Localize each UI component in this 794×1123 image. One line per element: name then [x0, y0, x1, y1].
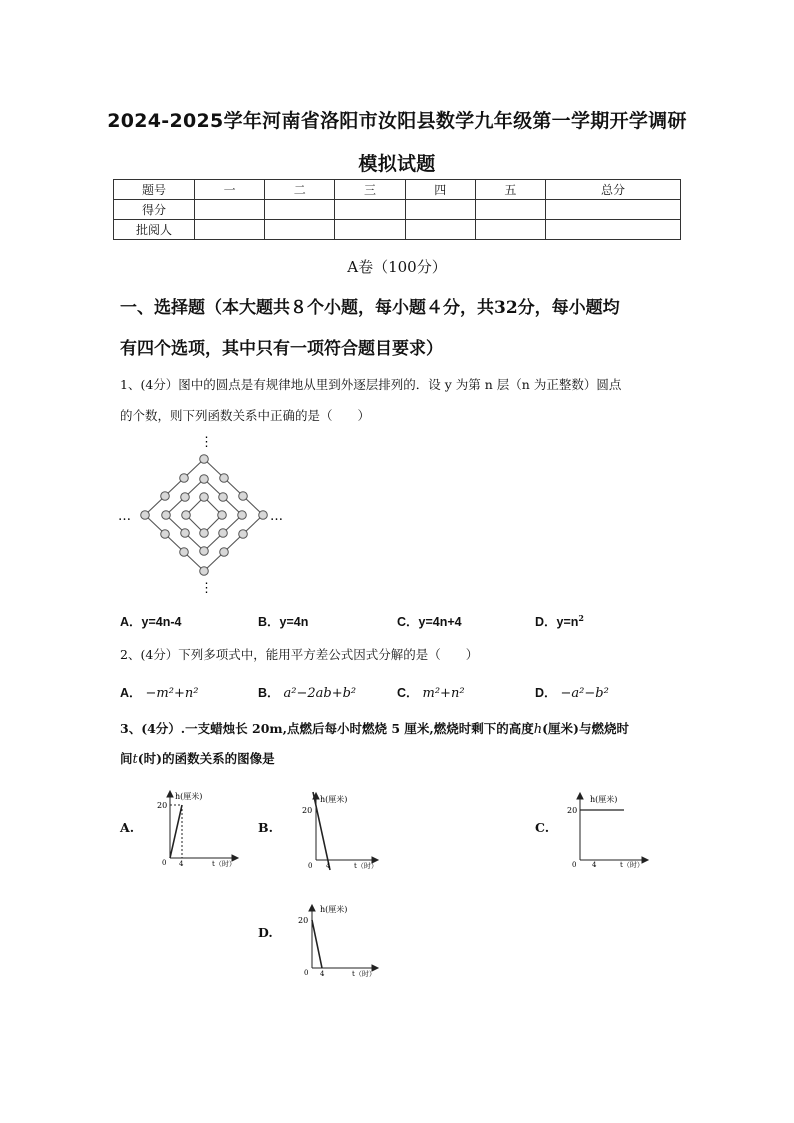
score-header-cell: 四	[405, 180, 475, 200]
y-axis-label: h(厘米)	[320, 795, 348, 804]
option-label: D．	[535, 686, 557, 700]
y-tick: 20	[298, 916, 309, 925]
score-table	[113, 179, 681, 240]
score-row-label: 得分	[114, 200, 195, 220]
q1-option-a[interactable]	[120, 612, 182, 630]
score-table-header-row	[114, 180, 681, 200]
q1-diamond-inner	[186, 497, 222, 533]
option-math: a²−2ab+b²	[283, 686, 357, 701]
score-cell	[405, 200, 475, 220]
q2-option-c[interactable]	[397, 683, 465, 701]
option-text: y=4n-4	[141, 615, 182, 629]
option-label: A．	[120, 615, 142, 629]
x-axis-label: t（时）	[352, 970, 376, 978]
score-cell	[265, 220, 335, 240]
q2-option-a[interactable]	[120, 683, 198, 701]
score-cell	[546, 200, 681, 220]
q3-graph-d-plot-line	[312, 920, 322, 968]
option-math: −m²+n²	[145, 686, 199, 701]
x-tick: 4	[326, 862, 331, 870]
score-cell	[195, 220, 265, 240]
y-axis-label: h(厘米)	[590, 795, 618, 804]
q3-text-line1	[120, 714, 680, 745]
option-label: A．	[120, 686, 142, 700]
q3-graph-a-plot-line	[170, 805, 182, 858]
q3-graph-d[interactable]	[290, 902, 386, 986]
score-header-cell: 题号	[114, 180, 195, 200]
score-cell	[475, 220, 545, 240]
origin-label: 0	[304, 969, 309, 977]
origin-label: 0	[162, 859, 167, 867]
section-a-heading: A卷（100分）	[347, 258, 447, 276]
q3-text-part: (厘米)与燃烧时	[542, 721, 629, 736]
score-cell	[405, 220, 475, 240]
option-text: y=4n+4	[418, 615, 462, 629]
q3-graph-c[interactable]	[560, 790, 656, 874]
score-cell	[335, 200, 405, 220]
q1-option-c[interactable]	[397, 612, 462, 630]
y-tick: 20	[157, 801, 168, 810]
x-tick: 4	[179, 860, 184, 868]
x-axis-label: t（时）	[354, 862, 378, 870]
score-row-label: 批阅人	[114, 220, 195, 240]
score-table-row	[114, 220, 681, 240]
q1-option-b[interactable]	[258, 612, 308, 630]
score-header-cell: 五	[475, 180, 545, 200]
q1-ellipsis-left: …	[118, 509, 131, 524]
q3-text-part: 3、(4分）.一支蜡烛长 20m,点燃后每小时燃烧 5 厘米,燃烧时剩下的高度	[120, 721, 534, 736]
q3-text-line2	[120, 744, 680, 775]
q1-ellipsis-bottom: ⋮	[200, 581, 213, 596]
option-label: C．	[397, 686, 419, 700]
x-tick: 4	[592, 861, 597, 869]
part1-heading-line1: 一、选择题（本大题共８个小题，每小题４分，共32分，每小题均	[120, 298, 620, 318]
score-header-cell: 总分	[546, 180, 681, 200]
option-math: m²+n²	[422, 686, 465, 701]
origin-label: 0	[572, 861, 577, 869]
origin-label: 0	[308, 862, 313, 870]
score-cell	[335, 220, 405, 240]
q1-text-line1: 1、(4分）图中的圆点是有规律地从里到外逐层排列的．设 y 为第 n 层（n 为正整数）圆点	[120, 377, 622, 392]
option-label: C．	[397, 615, 419, 629]
score-cell	[195, 200, 265, 220]
q3-var-h: h	[533, 722, 543, 737]
q3-text-part: (时)的函数关系的图像是	[137, 751, 275, 766]
option-label: D．	[535, 615, 557, 629]
option-label: B．	[258, 615, 280, 629]
q2-text-line1: 2、(4分）下列多项式中，能用平方差公式因式分解的是（ ）	[120, 647, 479, 662]
q1-diamond-middle	[166, 479, 242, 551]
q3-var-t: t	[132, 752, 138, 767]
score-cell	[546, 220, 681, 240]
q1-ellipsis-top: ⋮	[200, 435, 213, 450]
q1-dot-pattern-figure	[118, 432, 290, 596]
q3-text-part: 间	[120, 751, 133, 766]
q3-graph-b[interactable]	[290, 790, 386, 874]
q3-graph-a[interactable]	[148, 788, 244, 872]
q2-option-b[interactable]	[258, 683, 356, 701]
part1-heading-line2: 有四个选项，其中只有一项符合题目要求）	[120, 339, 443, 359]
q3-option-b-label[interactable]: B.	[258, 820, 273, 835]
score-cell	[475, 200, 545, 220]
option-text: y=4n	[279, 615, 309, 629]
q3-option-d-label[interactable]: D.	[258, 925, 273, 940]
score-header-cell: 一	[195, 180, 265, 200]
q3-option-a-label[interactable]: A.	[120, 820, 135, 835]
y-tick: 20	[302, 806, 313, 815]
y-axis-label: h(厘米)	[175, 792, 203, 801]
score-table-row	[114, 200, 681, 220]
page-title-line1: 2024-2025学年河南省洛阳市汝阳县数学九年级第一学期开学调研	[107, 110, 687, 132]
page-title-line2: 模拟试题	[358, 153, 436, 175]
score-header-cell: 三	[335, 180, 405, 200]
q1-option-d[interactable]	[535, 612, 584, 630]
q2-option-d[interactable]	[535, 683, 609, 701]
option-text: y=n	[556, 615, 579, 629]
x-axis-label: t（时）	[620, 861, 644, 869]
x-tick: 4	[320, 970, 325, 978]
score-cell	[265, 200, 335, 220]
x-axis-label: t（时）	[212, 860, 236, 868]
option-exponent: 2	[578, 612, 584, 623]
q1-ellipsis-right: …	[270, 509, 283, 524]
q3-option-c-label[interactable]: C.	[535, 820, 550, 835]
option-math: −a²−b²	[560, 686, 609, 701]
q1-text-line2: 的个数，则下列函数关系中正确的是（ ）	[120, 408, 371, 423]
q1-dots	[141, 455, 268, 576]
option-label: B．	[258, 686, 280, 700]
y-axis-label: h(厘米)	[320, 905, 348, 914]
y-tick: 20	[567, 806, 578, 815]
score-header-cell: 二	[265, 180, 335, 200]
